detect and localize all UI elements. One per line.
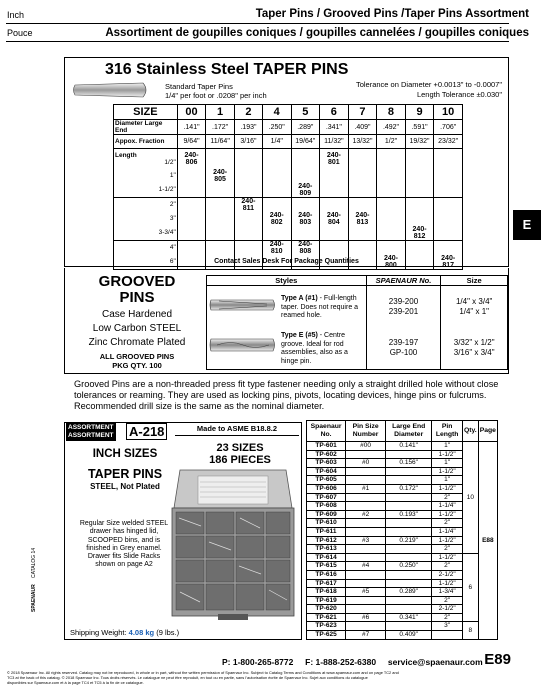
shipping-lbs: (9 lbs.) <box>156 628 180 637</box>
size-col-5: 5 <box>291 105 320 120</box>
diameter-cell <box>386 596 432 605</box>
diameter-cell <box>386 579 432 588</box>
assortment-drawer-image <box>168 468 298 628</box>
part-number-cell <box>206 212 235 226</box>
pin-size-cell: #3 <box>346 536 386 545</box>
qty-cell: 8 <box>462 622 478 639</box>
length-cell: 1" <box>432 459 463 468</box>
part-no-cell[interactable]: TP-607 <box>307 493 346 502</box>
diameter-cell <box>386 450 432 459</box>
type-e-part-2[interactable]: GP-100 <box>389 348 418 358</box>
part-number-cell <box>377 212 406 226</box>
assortment-drawer-text: Regular Size welded STEEL drawer has hinged lid, SCOOPED bins, and is finished in Grey enamel. Drawer fits Slide Racks shown on page A2 <box>79 520 169 569</box>
fraction-cell: 19/32" <box>405 135 434 149</box>
type-e-size-1: 3/32" x 1/2" <box>453 338 495 348</box>
header-title-en: Taper Pins / Grooved Pins /Taper Pins Assortment <box>255 8 529 20</box>
part-number-cell <box>177 240 206 255</box>
length-label: Length <box>115 151 137 159</box>
grooved-description: Grooved Pins are a non-threaded press fit type fastener needing only a straight drilled hole without close tolerances or reaming. They are used as locking pins, pivots, locating devices, hinge pins or fulcrums. Recommended drill size is the same as the nominal diameter. <box>74 379 499 411</box>
length-cell: 1-1/4" <box>432 527 463 536</box>
taper-footer-note: Contact Sales Desk For Package Quantities <box>214 258 359 265</box>
part-number-cell <box>234 149 262 169</box>
pin-size-cell <box>346 605 386 614</box>
part-no-cell[interactable]: TP-619 <box>307 596 346 605</box>
part-number-cell <box>377 240 406 255</box>
part-number-cell <box>206 226 235 241</box>
part-no-cell[interactable]: TP-621 <box>307 613 346 622</box>
header-left-en: Inch <box>7 10 25 20</box>
fraction-cell: 1/4" <box>262 135 291 149</box>
part-number-cell <box>262 183 291 198</box>
table-row <box>307 622 498 631</box>
part-number-cell <box>405 212 434 226</box>
length-cell: 1-1/2" <box>432 450 463 459</box>
part-number-cell[interactable]: 240-813 <box>348 212 377 226</box>
length-cell: 2" <box>432 596 463 605</box>
diameter-cell <box>386 519 432 528</box>
length-cell: 2" <box>432 519 463 528</box>
taper-pin-image <box>73 80 153 100</box>
part-no-cell[interactable]: TP-608 <box>307 502 346 511</box>
part-number-cell <box>320 183 349 198</box>
diameter-cell: .172" <box>206 120 235 135</box>
part-no-cell[interactable]: TP-616 <box>307 570 346 579</box>
part-number-cell[interactable]: 240-809 <box>291 183 320 198</box>
pin-size-cell <box>346 553 386 562</box>
page-cell[interactable]: E88 <box>478 442 497 640</box>
part-number-cell[interactable]: 240-812 <box>405 226 434 241</box>
part-number-cell <box>434 169 463 183</box>
grooved-line-2: Low Carbon STEEL <box>92 323 182 334</box>
part-number-cell[interactable]: 240-805 <box>206 169 235 183</box>
diameter-cell <box>386 570 432 579</box>
part-number-cell <box>434 183 463 198</box>
diameter-cell <box>386 527 432 536</box>
pin-size-cell: #0 <box>346 459 386 468</box>
diameter-cell <box>386 553 432 562</box>
fraction-cell: 9/64" <box>177 135 206 149</box>
length-value: 3" <box>169 215 176 222</box>
part-number-cell[interactable]: 240-810 <box>262 240 291 255</box>
length-cell: 2-1/2" <box>432 605 463 614</box>
part-number-cell <box>177 226 206 241</box>
type-a-part-1[interactable]: 239-200 <box>388 296 419 306</box>
grooved-pkg-qty: PKG QTY. 100 <box>112 361 162 370</box>
header-title-fr: Assortiment de goupilles coniques / goupilles cannelées / goupilles coniques <box>105 27 529 39</box>
part-number-cell <box>405 197 434 212</box>
part-no-cell[interactable]: TP-604 <box>307 467 346 476</box>
part-number-cell <box>377 183 406 198</box>
part-number-cell <box>320 240 349 255</box>
part-number-cell <box>405 169 434 183</box>
type-e-title: Type E (#5) <box>281 332 318 340</box>
part-number-cell[interactable]: 240-817 <box>434 255 463 270</box>
part-number-cell <box>320 197 349 212</box>
table-row <box>307 553 498 562</box>
col-spaenaur: SPAENAUR No. <box>366 276 441 286</box>
part-number-cell <box>262 197 291 212</box>
catalog-side-label: CATALOG 14 <box>31 547 37 578</box>
size-col-8: 8 <box>377 105 406 120</box>
length-cell <box>114 149 178 169</box>
part-no-cell[interactable]: TP-613 <box>307 545 346 554</box>
part-no-cell[interactable]: TP-620 <box>307 605 346 614</box>
pin-size-cell <box>346 493 386 502</box>
part-number-cell <box>291 169 320 183</box>
part-number-cell <box>434 212 463 226</box>
pin-size-cell <box>346 622 386 631</box>
part-number-cell <box>348 183 377 198</box>
type-a-title: Type A (#1) <box>281 295 318 302</box>
diameter-cell: 0.141" <box>386 442 432 451</box>
fraction-cell: 19/64" <box>291 135 320 149</box>
fraction-cell: 1/2" <box>377 135 406 149</box>
shipping-kg: 4.08 kg <box>128 628 155 637</box>
part-number-cell <box>234 212 262 226</box>
grooved-pins-table <box>206 275 508 370</box>
part-number-cell <box>377 149 406 169</box>
part-number-cell <box>405 183 434 198</box>
length-cell <box>114 183 178 198</box>
diameter-cell: .141" <box>177 120 206 135</box>
part-number-cell <box>177 197 206 212</box>
col-spaenaur-no: Spaenaur No. <box>307 421 346 442</box>
grooved-all-pins: ALL GROOVED PINS <box>99 352 175 361</box>
part-no-cell[interactable]: TP-623 <box>307 622 346 631</box>
footer-phone[interactable]: P: 1-800-265-8772 <box>222 657 294 667</box>
type-e-desc: - Centre groove. Ideal for rod assemblies, also as a hinge pin. <box>281 332 348 365</box>
length-value: 6" <box>169 258 176 265</box>
part-no-cell[interactable]: TP-614 <box>307 553 346 562</box>
part-number-cell[interactable]: 240-801 <box>320 149 349 169</box>
grooved-heading-block <box>72 274 202 370</box>
part-number-cell <box>291 197 320 212</box>
length-cell <box>432 631 463 640</box>
part-number-cell[interactable]: 240-802 <box>262 212 291 226</box>
type-a-size-1: 1/4" x 3/4" <box>455 296 493 306</box>
assortment-badge: ASSORTMENT ASSORTMENT <box>68 424 114 439</box>
length-cell <box>114 197 178 212</box>
diameter-cell: 0.250" <box>386 562 432 571</box>
assortment-table <box>306 420 498 640</box>
diameter-cell: 0.341" <box>386 613 432 622</box>
pin-size-cell <box>346 467 386 476</box>
fraction-cell: 3/16" <box>234 135 262 149</box>
diameter-cell: .591" <box>405 120 434 135</box>
length-cell: 1-1/2" <box>432 467 463 476</box>
part-number-cell <box>234 226 262 241</box>
qty-cell: 6 <box>462 553 478 622</box>
part-number-cell <box>177 212 206 226</box>
size-col-7: 7 <box>348 105 377 120</box>
part-no-cell[interactable]: TP-617 <box>307 579 346 588</box>
part-number-cell <box>206 197 235 212</box>
part-no-cell[interactable]: TP-601 <box>307 442 346 451</box>
part-number-cell <box>206 240 235 255</box>
part-number-cell <box>348 197 377 212</box>
diameter-cell <box>386 493 432 502</box>
pin-size-cell <box>346 450 386 459</box>
taper-tolerance-length: Length Tolerance ±0.030" <box>416 90 502 99</box>
footer-page-number: E89 <box>484 651 511 668</box>
part-number-cell[interactable]: 240-804 <box>320 212 349 226</box>
length-cell: 1-1/4" <box>432 502 463 511</box>
table-row <box>307 442 498 451</box>
part-number-cell <box>234 240 262 255</box>
part-number-cell <box>320 169 349 183</box>
part-no-cell[interactable]: TP-618 <box>307 588 346 597</box>
length-cell: 1-1/2" <box>432 536 463 545</box>
part-no-cell[interactable]: TP-610 <box>307 519 346 528</box>
grooved-line-1: Case Hardened <box>101 309 173 320</box>
shipping-weight: Shipping Weight: 4.08 kg (9 lbs.) <box>70 628 180 637</box>
length-value: 1/2" <box>164 158 176 166</box>
type-e-size-2: 3/16" x 3/4" <box>453 348 495 358</box>
size-col-6: 6 <box>320 105 349 120</box>
col-styles: Styles <box>207 276 367 286</box>
length-cell: 1-1/2" <box>432 510 463 519</box>
part-number-cell <box>377 169 406 183</box>
part-number-cell <box>348 149 377 169</box>
assortment-taper-pins: TAPER PINS <box>87 467 163 481</box>
assortment-23-sizes: 23 SIZES <box>216 442 264 454</box>
part-number-cell <box>206 183 235 198</box>
type-a-desc: - Full-length taper. Does not require a reamed hole. <box>281 295 359 319</box>
part-number-cell[interactable]: 240-803 <box>291 212 320 226</box>
diameter-cell <box>386 476 432 485</box>
diameter-cell: 0.409" <box>386 631 432 640</box>
col-pin-size: Pin Size Number <box>346 421 386 442</box>
part-number-cell <box>377 226 406 241</box>
part-number-cell <box>206 149 235 169</box>
part-number-cell <box>234 169 262 183</box>
length-cell <box>114 240 178 255</box>
diameter-cell: 0.156" <box>386 459 432 468</box>
diameter-cell: 0.289" <box>386 588 432 597</box>
part-no-cell[interactable]: TP-615 <box>307 562 346 571</box>
pin-size-cell: #7 <box>346 631 386 640</box>
qty-cell: 10 <box>462 442 478 554</box>
part-no-cell[interactable]: TP-612 <box>307 536 346 545</box>
pin-size-cell <box>346 579 386 588</box>
part-no-cell[interactable]: TP-611 <box>307 527 346 536</box>
diameter-cell: .250" <box>262 120 291 135</box>
part-number-cell <box>405 149 434 169</box>
diameter-cell: 0.219" <box>386 536 432 545</box>
header-rule <box>6 23 509 24</box>
length-cell: 1-1/2" <box>432 579 463 588</box>
part-number-cell <box>234 183 262 198</box>
part-number-cell <box>177 183 206 198</box>
type-a-pin-image <box>209 297 277 313</box>
part-number-cell[interactable]: 240-806 <box>177 149 206 169</box>
assortment-steel: STEEL, Not Plated <box>90 482 160 491</box>
diameter-cell: .193" <box>234 120 262 135</box>
type-e-part-1[interactable]: 239-197 <box>388 338 419 348</box>
part-no-cell[interactable]: TP-609 <box>307 510 346 519</box>
part-number-cell <box>434 197 463 212</box>
part-number-cell <box>434 149 463 169</box>
part-no-cell[interactable]: TP-606 <box>307 484 346 493</box>
diameter-cell <box>386 545 432 554</box>
assortment-inch-sizes: INCH SIZES <box>92 448 158 460</box>
diameter-cell <box>386 467 432 476</box>
part-number-cell <box>262 226 291 241</box>
pin-size-cell: #4 <box>346 562 386 571</box>
part-number-cell <box>377 197 406 212</box>
type-a-part-2[interactable]: 239-201 <box>388 306 419 316</box>
length-cell: 1-1/2" <box>432 484 463 493</box>
part-number-cell[interactable]: 240-811 <box>234 197 262 212</box>
fraction-label-cell: Appox. Fraction <box>114 135 178 149</box>
brand-side-label: SPAENAUR <box>31 584 37 612</box>
length-cell: 1-3/4" <box>432 588 463 597</box>
part-number-cell[interactable]: 240-800 <box>377 255 406 270</box>
col-qty: Qty. <box>462 421 478 442</box>
length-value: 4" <box>169 244 176 251</box>
diameter-cell <box>386 502 432 511</box>
diameter-label-cell: Diameter Large End <box>114 120 178 135</box>
grooved-title-2: PINS <box>119 289 155 306</box>
footer-legal: © 2018 Spaenaur Inc. All rights reserved. Catalog may not be reproduced, in whole or in part, without the written permission of Spaenaur Inc. Subject to Catalog Terms and Conditions at www.spaenaur.com and on page TC2 and TC3 at the back of this catalog. © 2018 Spaenaur Inc. Tous droits réservés. Le catalogue ne peut être reproduit, en tout ou en partie, sans l’autorisation écrite de Spaenaur Inc. Sujet aux conditions du catalogue disponibles sur Spaenaur.com et à la page TC4 et TC5 à la fin de ce catalogue. <box>7 670 399 685</box>
length-value: 1-1/2" <box>158 186 176 193</box>
pin-size-cell <box>346 519 386 528</box>
part-number-cell <box>405 240 434 255</box>
part-number-cell <box>291 149 320 169</box>
diameter-cell: .492" <box>377 120 406 135</box>
pin-size-cell <box>346 476 386 485</box>
type-a-size-2: 1/4" x 1" <box>459 306 490 316</box>
taper-title: 316 Stainless Steel TAPER PINS <box>105 61 349 78</box>
header-left-fr: Pouce <box>7 28 33 38</box>
pin-size-cell: #1 <box>346 484 386 493</box>
fraction-cell: 13/32" <box>348 135 377 149</box>
pin-size-cell <box>346 502 386 511</box>
diameter-cell: .341" <box>320 120 349 135</box>
length-cell: 1-1/2" <box>432 553 463 562</box>
assortment-186-pieces: 186 PIECES <box>209 454 271 466</box>
diameter-cell: .706" <box>434 120 463 135</box>
diameter-cell: 0.172" <box>386 484 432 493</box>
assortment-code: A-218 <box>126 423 167 440</box>
part-number-cell <box>291 226 320 241</box>
part-number-cell <box>262 169 291 183</box>
pin-size-cell <box>346 545 386 554</box>
size-col-4: 4 <box>262 105 291 120</box>
diameter-cell: .409" <box>348 120 377 135</box>
length-value: 3-3/4" <box>158 229 176 236</box>
header-rule-2 <box>6 41 509 42</box>
part-number-cell[interactable]: 240-808 <box>291 240 320 255</box>
length-value: 1" <box>169 172 176 179</box>
type-e-pin-image <box>209 336 277 354</box>
part-number-cell <box>177 169 206 183</box>
pin-size-cell: #5 <box>346 588 386 597</box>
col-large-end: Large End Diameter <box>386 421 432 442</box>
diameter-cell: .289" <box>291 120 320 135</box>
length-cell: 1" <box>432 476 463 485</box>
part-number-cell <box>348 169 377 183</box>
part-number-cell <box>262 149 291 169</box>
length-cell <box>114 212 178 226</box>
part-number-cell <box>348 226 377 241</box>
length-cell <box>114 226 178 241</box>
diameter-cell <box>386 605 432 614</box>
taper-std-line1: Standard Taper Pins <box>165 82 233 91</box>
size-col-10: 10 <box>434 105 463 120</box>
length-cell: 3" <box>432 622 463 631</box>
size-col-9: 9 <box>405 105 434 120</box>
part-no-cell[interactable]: TP-603 <box>307 459 346 468</box>
grooved-title-1: GROOVED <box>98 273 176 290</box>
pin-size-cell <box>346 596 386 605</box>
part-number-cell <box>434 226 463 241</box>
length-cell: 1" <box>432 442 463 451</box>
length-cell: 2" <box>432 613 463 622</box>
pin-size-cell: #6 <box>346 613 386 622</box>
pin-size-cell <box>346 527 386 536</box>
col-pin-length: Pin Length <box>432 421 463 442</box>
taper-pins-table <box>113 104 463 270</box>
part-no-cell[interactable]: TP-625 <box>307 631 346 640</box>
diameter-cell: 0.193" <box>386 510 432 519</box>
type-a-cell <box>207 286 367 328</box>
length-cell: 2" <box>432 562 463 571</box>
pin-size-cell: #2 <box>346 510 386 519</box>
col-size: Size <box>441 276 508 286</box>
part-no-cell[interactable]: TP-602 <box>307 450 346 459</box>
pin-size-cell <box>346 570 386 579</box>
fraction-cell: 11/64" <box>206 135 235 149</box>
length-cell <box>114 169 178 183</box>
footer-fax[interactable]: F: 1-888-252-6380 <box>305 657 377 667</box>
taper-pins-section <box>64 57 509 267</box>
col-page: Page <box>478 421 497 442</box>
length-cell: 2" <box>432 545 463 554</box>
size-col-2: 2 <box>234 105 262 120</box>
taper-std-line2: 1/4" per foot or .0208" per inch <box>165 91 267 100</box>
length-cell: 2-1/2" <box>432 570 463 579</box>
length-cell: 2" <box>432 493 463 502</box>
part-number-cell <box>434 240 463 255</box>
part-no-cell[interactable]: TP-605 <box>307 476 346 485</box>
grooved-line-3: Zinc Chromate Plated <box>88 337 186 348</box>
size-col-00: 00 <box>177 105 206 120</box>
fraction-cell: 23/32" <box>434 135 463 149</box>
size-label-cell: SIZE <box>114 105 178 120</box>
assortment-made-to: Made to ASME B18.8.2 <box>175 422 299 436</box>
length-value: 2" <box>169 201 176 208</box>
part-number-cell <box>348 240 377 255</box>
type-e-cell <box>207 328 367 370</box>
footer-email[interactable]: service@spaenaur.com <box>387 657 483 667</box>
part-number-cell <box>320 226 349 241</box>
fraction-cell: 11/32" <box>320 135 349 149</box>
diameter-cell <box>386 622 432 631</box>
pin-size-cell: #00 <box>346 442 386 451</box>
size-col-1: 1 <box>206 105 235 120</box>
section-tab[interactable]: E <box>513 210 541 240</box>
taper-tolerance-diameter: Tolerance on Diameter +0.0013" to -0.0007" <box>355 80 502 89</box>
